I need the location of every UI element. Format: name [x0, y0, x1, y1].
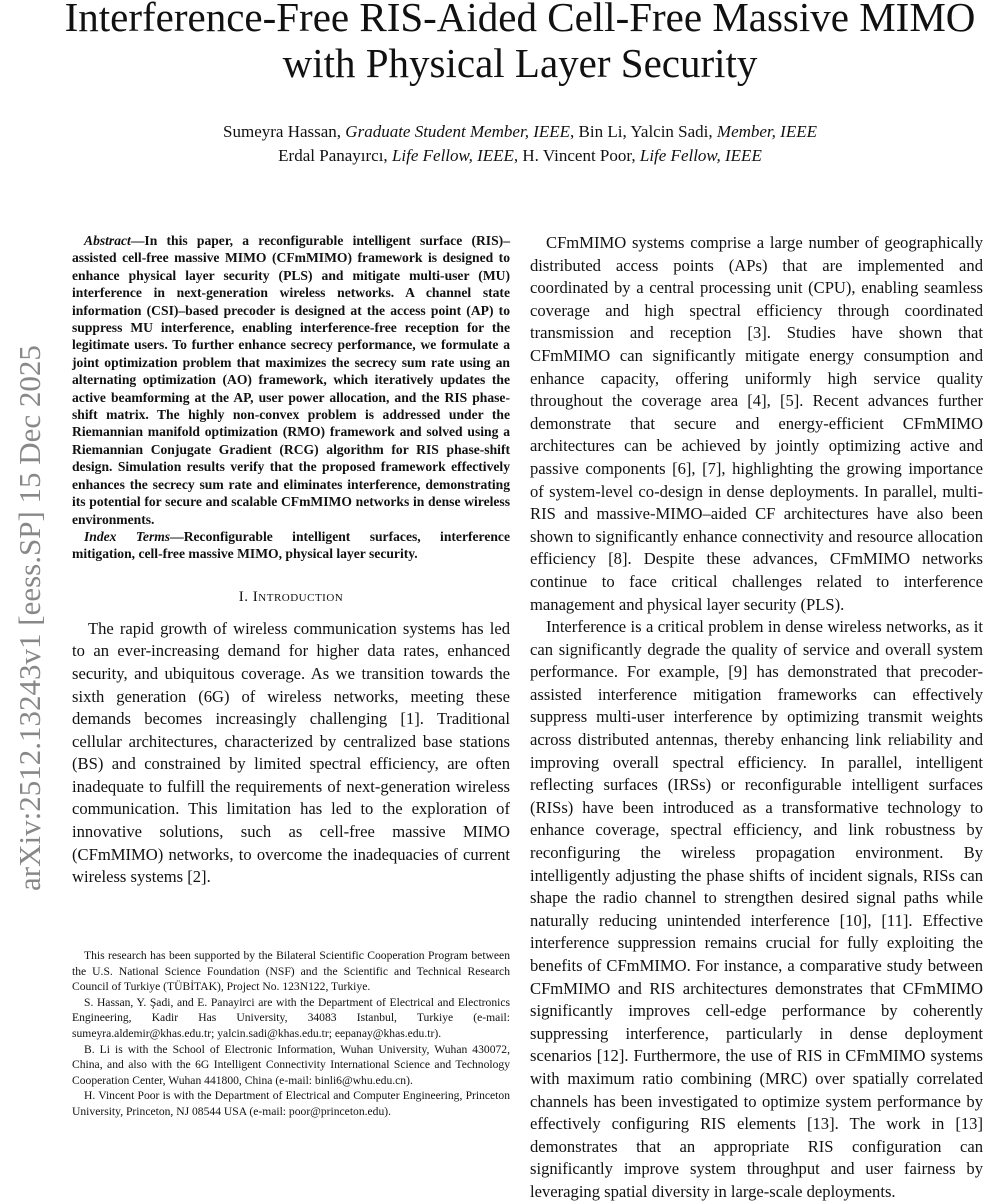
author-role: Life Fellow, IEEE — [391, 146, 514, 165]
author-name: Sumeyra Hassan, — [223, 122, 346, 141]
footnote: S. Hassan, Y. Şadi, and E. Panayirci are with the Department of Electrical and Electronics Engineering, Kadir Has University, 34083 Istanbul, Turkiye (e-mail: sumeyra.aldemir@khas.edu.tr; yalcin.sadi@khas.edu.tr; eepanay@khas.edu.tr). — [72, 995, 510, 1040]
author-name: , H. Vincent Poor, — [513, 146, 640, 165]
author-list — [60, 120, 980, 168]
index-terms-text: —Reconfigurable intelligent surfaces, interference mitigation, cell-free massive MIMO, physical layer security. — [72, 528, 510, 562]
section-number: I. — [238, 588, 253, 605]
author-line-1 — [60, 120, 980, 144]
author-role: Graduate Student Member, IEEE — [345, 122, 571, 141]
footnote: H. Vincent Poor is with the Department of Electrical and Computer Engineering, Princeton University, Princeton, NJ 08544 USA (e-mail: poor@princeton.edu). — [72, 1089, 510, 1118]
paragraph: CFmMIMO systems comprise a large number of geographically distributed access points (APs) that are implemented and coordinated by a central processing unit (CPU), enabling seamless coverage and high spectral efficiency through coordinated transmission and reception [3]. Studies have shown that CFmMIMO can significantly mitigate energy consumption and enhance capacity, offering uniformly high service quality throughout the coverage area [4], [5]. Recent advances further demonstrate that secure and energy-efficient CFmMIMO architectures can be achieved by jointly optimizing active and passive components [6], [7], highlighting the growing importance of system-level co-design in dense deployments. In parallel, multi-RIS and massive-MIMO–aided CF architectures have also been shown to significantly enhance connectivity and resource allocation efficiency [8]. Despite these advances, CFmMIMO networks continue to face critical challenges related to interference management and physical layer security (PLS). — [530, 233, 983, 614]
section-title: Introduction — [252, 588, 344, 605]
footnotes — [72, 948, 510, 1120]
index-terms — [72, 528, 510, 563]
author-line-2 — [60, 144, 980, 168]
abstract — [72, 232, 510, 528]
paragraph: The rapid growth of wireless communication systems has led to an ever-increasing demand for higher data rates, enhanced security, and ubiquitous coverage. As we transition towards the sixth generation (6G) of wireless networks, meeting these demands becomes increasingly challenging [1]. Traditional cellular architectures, characterized by centralized base stations (BS) and constrained by limited spectral efficiency, are often inadequate to fulfill the requirements of next-generation wireless communication. This limitation has led to the exploration of innovative solutions, such as cell-free massive MIMO (CFmMIMO) networks, to overcome the inadequacies of current wireless systems [2]. — [72, 618, 510, 887]
section-heading — [72, 589, 510, 606]
paragraph: Interference is a critical problem in dense wireless networks, as it can significantly degrade the quality of service and overall system performance. For example, [9] has demonstrated that precoder-assisted interference mitigation frameworks can effectively suppress multi-user interference by optimizing transmit weights across distributed antennas, thereby enhancing link reliability and improving overall spectral efficiency. In parallel, intelligent reflecting surfaces (IRSs) or reconfigurable intelligent surfaces (RISs) have been introduced as a transformative technology to enhance coverage, spectral efficiency, and link robustness by reconfiguring the wireless propagation environment. By intelligently adjusting the phase shifts of incident signals, RISs can shape the radio channel to strengthen desired signal paths while naturally reducing unintended interference [10], [11]. Effective interference suppression remains crucial for fully exploiting the benefits of CFmMIMO. For instance, a comparative study between CFmMIMO and RIS architectures demonstrates that CFmMIMO significantly improves cell-edge performance by coherently suppressing interference, particularly in dense deployment scenarios [12]. Furthermore, the use of RIS in CFmMIMO systems with maximum ratio combining (MRC) over spatially correlated channels has been investigated to optimize system performance by effectively configuring RIS elements [13]. The work in [13] demonstrates that an appropriate RIS configuration can significantly improve system throughput and user fairness by leveraging spatial diversity in large-scale deployments. — [530, 617, 983, 1201]
author-role: Life Fellow, IEEE — [639, 146, 762, 165]
abstract-text: —In this paper, a reconfigurable intelligent surface (RIS)–assisted cell-free massive MIMO (CFmMIMO) framework is designed to enhance physical layer security (PLS) and mitigate multi-user (MU) interference in next-generation wireless networks. A channel state information (CSI)–based precoder is designed at the access point (AP) to suppress MU interference, enabling interference-free reception for the legitimate users. To further enhance secrecy performance, we formulate a joint optimization problem that maximizes the secrecy sum rate using an alternating optimization (AO) framework, which iteratively updates the active beamforming at the AP, user power allocation, and the RIS phase-shift matrix. The highly non-convex problem is addressed under the Riemannian manifold optimization (RMO) framework and solved using a Riemannian Conjugate Gradient (RCG) algorithm for RIS phase-shift design. Simulation results verify that the proposed framework effectively enhances the secrecy sum rate and eliminates interference, demonstrating its potential for secure and scalable CFmMIMO networks in dense wireless environments. — [72, 233, 510, 527]
left-body — [72, 618, 510, 889]
author-name: , Bin Li, Yalcin Sadi, — [570, 122, 717, 141]
abstract-label: Abstract — [84, 233, 131, 248]
index-terms-label: Index Terms — [84, 528, 171, 544]
author-name: Erdal Panayırcı, — [278, 146, 392, 165]
arxiv-identifier: arXiv:2512.13243v1 [eess.SP] 15 Dec 2025 — [12, 345, 47, 891]
footnote: This research has been supported by the Bilateral Scientific Cooperation Program between the U.S. National Science Foundation (NSF) and the Scientific and Technical Research Council of Turkiye (TÜBİTAK), Project No. 123N122, Turkiye. — [72, 949, 510, 994]
author-role: Member, IEEE — [716, 122, 817, 141]
right-column — [530, 232, 983, 1204]
footnote: B. Li is with the School of Electronic Information, Wuhan University, Wuhan 430072, China, and also with the 6G Intelligent Connectivity International Science and Technology Cooperation Center, Wuhan 441800, China (e-mail: binli6@whu.edu.cn). — [72, 1042, 510, 1087]
left-column — [72, 232, 510, 889]
paper-title: Interference-Free RIS-Aided Cell-Free Massive MIMO with Physical Layer Security — [64, 0, 976, 86]
